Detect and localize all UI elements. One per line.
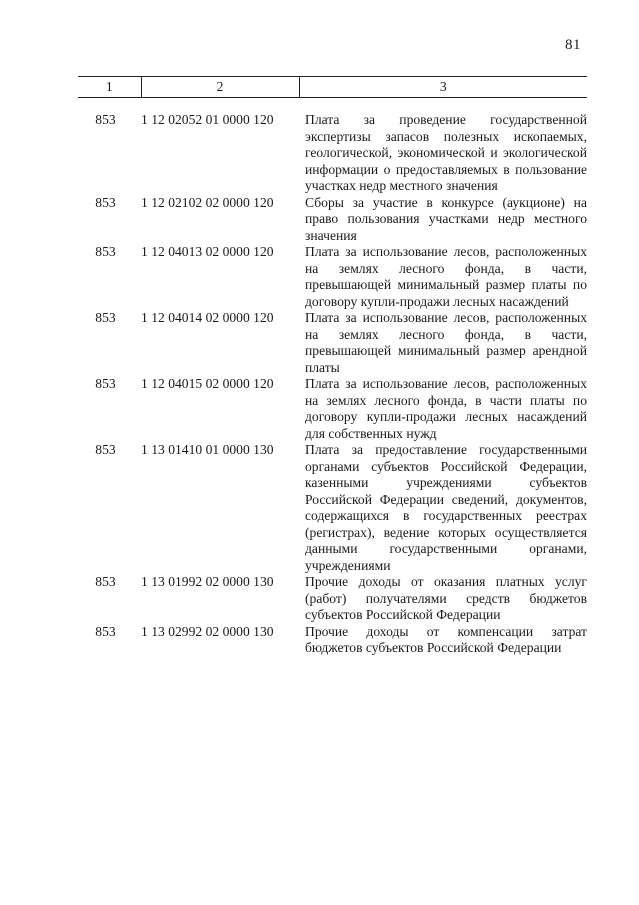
page-number: 81 [565,37,581,53]
table-row [78,624,587,657]
revenue-code-cell: 1 13 01992 02 0000 130 [141,574,274,589]
revenue-name-cell: Плата за предоставление государственными органами субъектов Российской Федерации, казенными учреждениями субъектов Российской Федерации сведений, документов, содержащихся в государственных реестрах (регистрах), ведение которых осуществляется данными государственными органами, учреждениями [305,442,587,573]
admin-code-cell: 853 [95,623,116,639]
table-row [78,442,587,574]
revenue-code-cell: 1 13 02992 02 0000 130 [141,623,274,639]
admin-code-cell: 853 [95,194,116,210]
revenue-name-cell: Плата за проведение государственной экспертизы запасов полезных ископаемых, геологической, экономической и экологической информации о предоставляемых в пользование участках недр местного значения [305,112,587,193]
revenue-code-cell: 1 12 02052 01 0000 120 [141,112,274,127]
revenue-name-cell: Прочие доходы от оказания платных услуг (работ) получателями средств бюджетов субъектов Российской Федерации [305,574,587,622]
admin-code-cell: 853 [95,310,116,325]
revenue-code-cell: 1 13 01410 01 0000 130 [141,442,274,457]
revenue-codes-table [78,76,587,657]
revenue-code-cell: 1 12 04014 02 0000 120 [141,310,274,325]
revenue-code-cell: 1 12 04013 02 0000 120 [141,244,274,259]
column-header-2: 2 [141,77,299,98]
table-row [78,244,587,310]
admin-code-cell: 853 [95,442,116,457]
revenue-name-cell: Прочие доходы от компенсации затрат бюджетов субъектов Российской Федерации [305,623,587,655]
table-spacer [78,98,587,113]
revenue-name-cell: Плата за использование лесов, расположенных на землях лесного фонда, в части, превышающей минимальный размер платы по договору купли-продажи лесных насаждений [305,244,587,309]
admin-code-cell: 853 [95,112,116,127]
admin-code-cell: 853 [95,376,116,391]
table-row [78,310,587,376]
revenue-name-cell: Плата за использование лесов, расположенных на землях лесного фонда, в части платы по договору купли-продажи лесных насаждений для собственных нужд [305,376,587,441]
revenue-name-cell: Сборы за участие в конкурсе (аукционе) на право пользования участками недр местного значения [305,194,587,243]
table-header-row [78,77,587,98]
admin-code-cell: 853 [95,244,116,259]
column-header-1: 1 [78,77,141,98]
table-body [78,98,587,657]
table-row [78,574,587,624]
table-row [78,112,587,195]
table-row [78,195,587,245]
revenue-name-cell: Плата за использование лесов, расположенных на землях лесного фонда, в части, превышающей минимальный размер арендной платы [305,310,587,375]
table-row [78,376,587,442]
revenue-code-cell: 1 12 04015 02 0000 120 [141,376,274,391]
column-header-3: 3 [299,77,587,98]
admin-code-cell: 853 [95,574,116,589]
revenue-code-cell: 1 12 02102 02 0000 120 [141,194,274,210]
